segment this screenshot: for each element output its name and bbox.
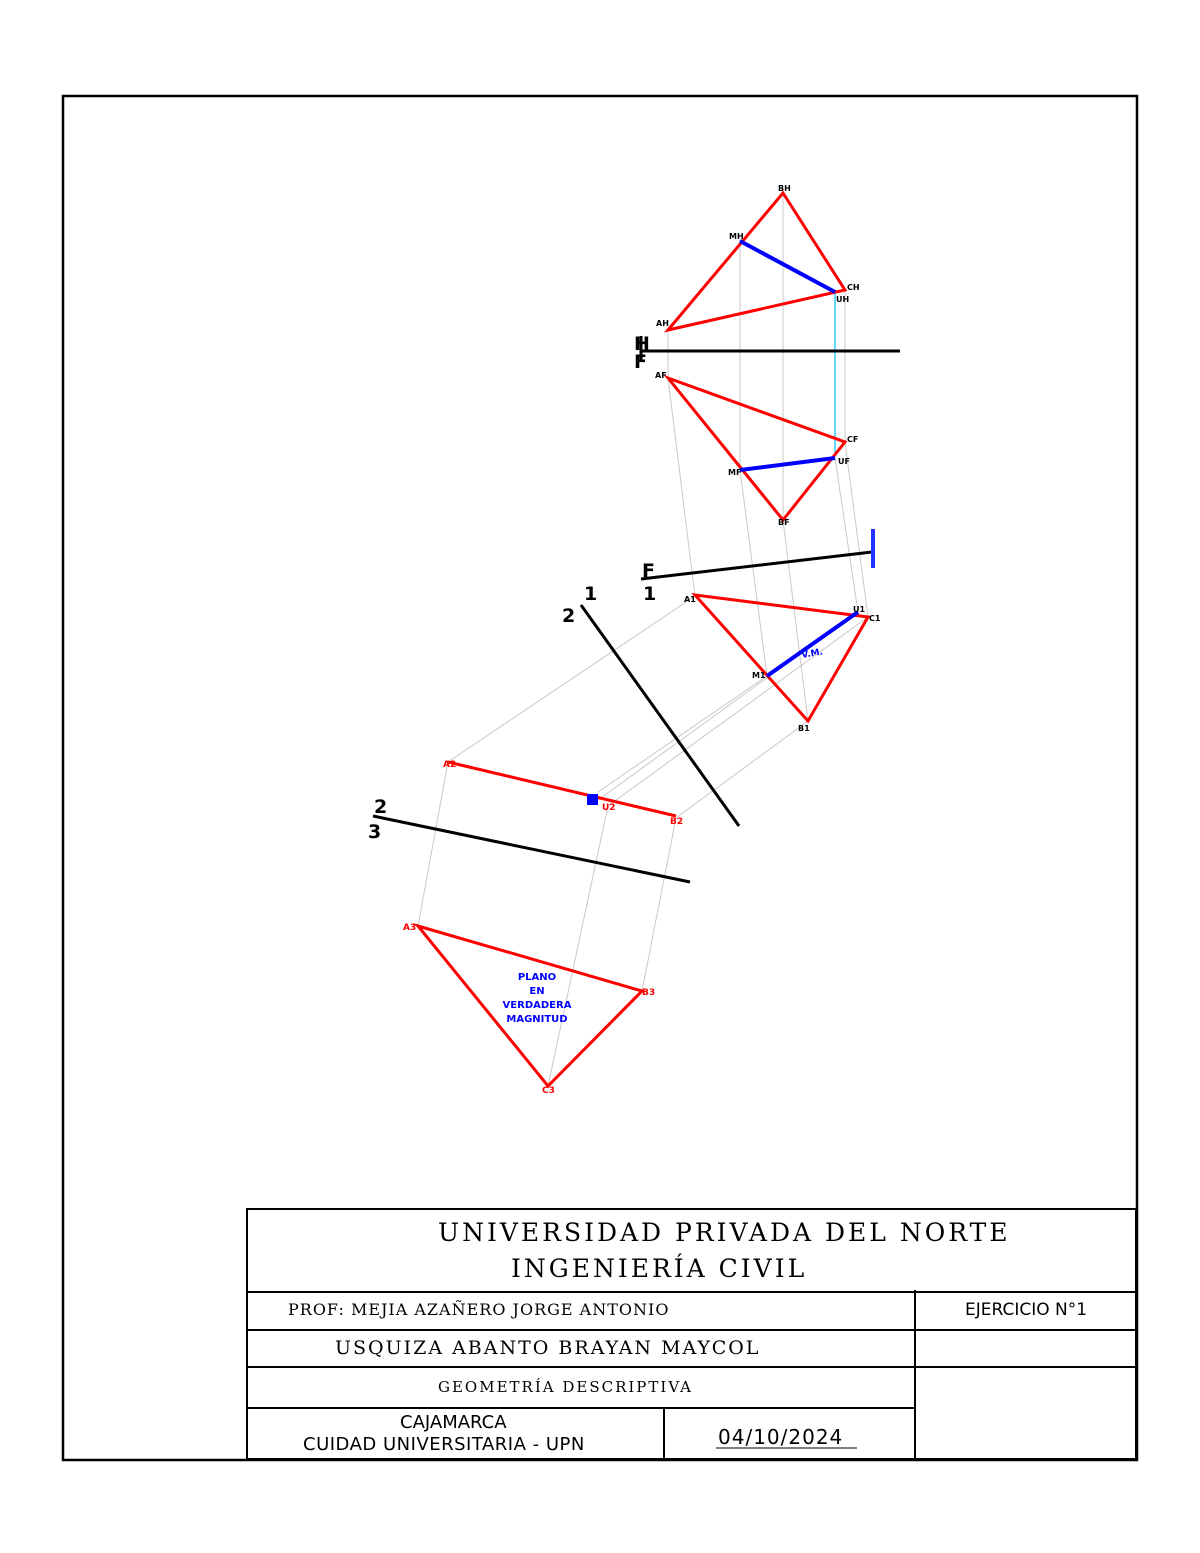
triangle-h <box>668 193 845 330</box>
fold-line-f1 <box>641 552 872 579</box>
label-b1: B1 <box>798 724 810 733</box>
plane-label-line: EN <box>529 986 545 997</box>
label-uf: UF <box>838 457 850 466</box>
label-cf: CF <box>847 435 859 444</box>
fold-label-2: 2 <box>374 796 388 818</box>
view-frontal <box>668 378 845 520</box>
label-mh: MH <box>729 232 744 241</box>
campus-name: CUIDAD UNIVERSITARIA - UPN <box>303 1434 585 1455</box>
professor-name: PROF: MEJIA AZAÑERO JORGE ANTONIO <box>288 1300 670 1319</box>
label-ch: CH <box>847 283 860 292</box>
view-horizontal <box>668 193 845 330</box>
label-a1: A1 <box>684 595 696 604</box>
fold-label-1: 1 <box>584 583 598 605</box>
label-b2: B2 <box>670 817 684 827</box>
label-c3: C3 <box>542 1086 555 1096</box>
label-b3: B3 <box>642 988 656 998</box>
label-bh: BH <box>778 184 791 193</box>
plane-label-line: VERDADERA <box>502 1000 572 1011</box>
date: 04/10/2024 <box>718 1425 844 1449</box>
label-ah: AH <box>656 319 669 328</box>
fold-label-f: F <box>634 351 647 373</box>
view-auxiliary-2 <box>448 762 676 816</box>
fold-label-h: H <box>634 333 650 355</box>
label-uh: UH <box>836 295 850 304</box>
view-auxiliary-1 <box>695 595 868 721</box>
fold-line-23 <box>373 816 690 882</box>
label-u1: U1 <box>853 605 866 614</box>
plane-true-size-annotation <box>503 972 572 1025</box>
university-name: UNIVERSIDAD PRIVADA DEL NORTE <box>438 1218 1011 1247</box>
city-name: CAJAMARCA <box>400 1412 507 1433</box>
label-af: AF <box>655 371 667 380</box>
label-a3: A3 <box>403 923 417 933</box>
label-a2: A2 <box>443 760 457 770</box>
course-name: GEOMETRÍA DESCRIPTIVA <box>438 1378 693 1396</box>
projector-lines <box>418 195 868 1086</box>
fold-label-1: 1 <box>643 583 657 605</box>
label-c1: C1 <box>869 614 881 623</box>
faculty-name: INGENIERÍA CIVIL <box>511 1254 808 1283</box>
point-view-mark <box>587 794 598 805</box>
triangle-f <box>668 378 845 520</box>
plane-label-line: PLANO <box>517 972 557 983</box>
fold-label-3: 3 <box>368 821 382 843</box>
true-length-line-h <box>740 241 835 292</box>
label-mf: MF <box>728 468 742 477</box>
student-name: USQUIZA ABANTO BRAYAN MAYCOL <box>335 1337 761 1359</box>
plane-label-line: MAGNITUD <box>506 1014 568 1025</box>
true-length-line-f <box>740 458 835 470</box>
fold-label-f: F <box>642 560 655 582</box>
edge-view-line <box>448 762 676 816</box>
label-m1: M1 <box>752 671 766 680</box>
label-u2: U2 <box>602 803 616 813</box>
true-length-line-1 <box>767 612 858 676</box>
fold-lines <box>373 351 900 882</box>
true-length-annotation: V.M. <box>800 647 824 661</box>
exercise-number: EJERCICIO N°1 <box>965 1300 1088 1320</box>
triangle-1 <box>695 595 868 721</box>
label-bf: BF <box>778 518 790 527</box>
fold-label-2: 2 <box>562 605 576 627</box>
